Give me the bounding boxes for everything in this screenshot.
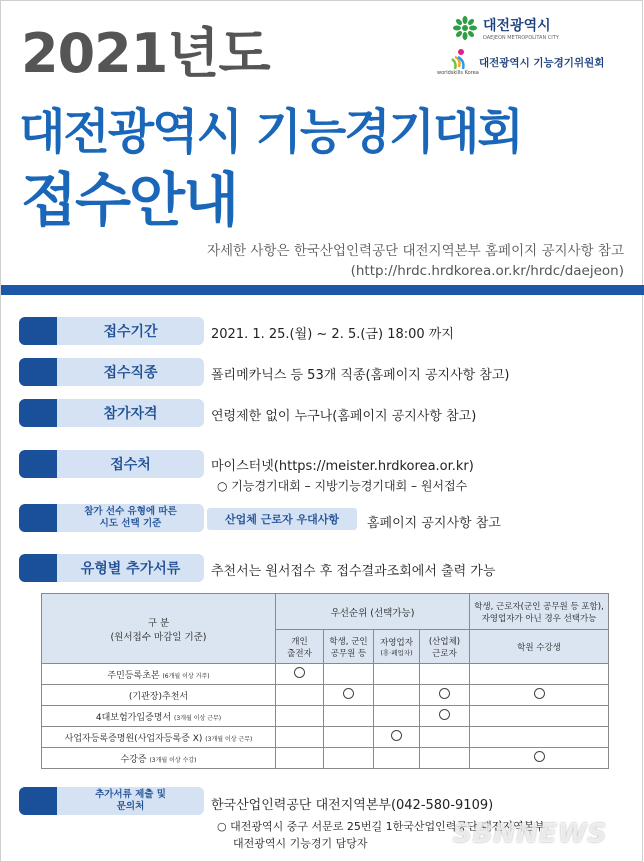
period-value: 2021. 1. 25.(월) ~ 2. 5.(금) 18:00 까지 [211, 327, 454, 342]
worker-line-1: 학생, 근로자(군인 공무원 등 포함), [474, 601, 604, 612]
col-line: 공무원 등 [330, 648, 367, 659]
jobs-value: 폴리메카닉스 등 53개 직종(홈페이지 공지사항 참고) [211, 368, 510, 383]
col-line: (산업체) [428, 636, 461, 647]
circle-mark-icon [534, 751, 545, 762]
contact-label [19, 787, 204, 815]
table-cell [374, 685, 420, 706]
circle-mark-icon [294, 667, 305, 678]
table-cell [470, 748, 609, 769]
contact-label-text [57, 787, 204, 815]
jobs-label-text: 접수직종 [57, 358, 204, 386]
col-line: 근로자 [432, 648, 457, 659]
table-cell [420, 685, 470, 706]
row-note: (6개월 이상 거주) [162, 672, 210, 680]
label-cap [19, 358, 57, 386]
table-cell [420, 727, 470, 748]
year-heading: 2021년도 [21, 22, 270, 85]
watermark: SBNNEWS [453, 819, 608, 849]
docs-label-text: 유형별 추가서류 [57, 554, 204, 582]
table-cell [324, 706, 374, 727]
contact-label-line-2: 문의처 [116, 801, 145, 812]
title-line-2: 접수안내 [21, 166, 238, 234]
city-logo-name: 대전광역시 [483, 18, 551, 34]
row-label [42, 664, 276, 685]
col-line: 학원 수강생 [517, 642, 561, 653]
eligibility-label [19, 399, 204, 427]
col-line: 학생, 군인 [329, 636, 368, 647]
col-line: 출전자 [287, 648, 312, 659]
label-cap [19, 450, 57, 478]
table-cell [374, 664, 420, 685]
worldskills-logo [437, 47, 604, 77]
gubun-title: 구 분 [147, 617, 170, 629]
worker-line-2: 자영업자가 아닌 경우 선택가능 [481, 613, 597, 624]
region-label-text [57, 504, 204, 532]
docs-label [19, 554, 204, 582]
row-name: (기관장)추천서 [128, 691, 189, 702]
contact-value: 한국산업인력공단 대전지역본부(042-580-9109) [211, 798, 494, 813]
city-logo [453, 15, 559, 41]
table-cell [276, 727, 324, 748]
note-line-2: (http://hrdc.hrdkorea.or.kr/hrdc/daejeon) [350, 263, 624, 279]
row-name: 수강증 [120, 754, 147, 765]
table-cell [276, 685, 324, 706]
period-label [19, 317, 204, 345]
contact-sub-2: 대전광역시 기능경기 담당자 [233, 837, 368, 850]
circle-mark-icon [343, 688, 354, 699]
table-cell [324, 727, 374, 748]
row-label [42, 685, 276, 706]
contact-sub-1: ○ 대전광역시 중구 서문로 25번길 1한국산업인력공단 대전지역본부 [217, 820, 545, 833]
label-cap [19, 317, 57, 345]
documents-table [41, 593, 609, 769]
table-row [42, 748, 609, 769]
row-note: (3개월 이상 근무) [205, 735, 253, 743]
table-cell [374, 727, 420, 748]
table-cell [470, 664, 609, 685]
table-cell [324, 748, 374, 769]
period-label-text: 접수기간 [57, 317, 204, 345]
city-logo-sub: DAEJEON METROPOLITAN CITY [483, 35, 559, 41]
col-header [420, 630, 470, 664]
ws-mark-text: worldskills Korea [437, 70, 479, 76]
committee-name: 대전광역시 기능경기위원회 [479, 56, 605, 69]
label-cap [19, 399, 57, 427]
table-body [42, 664, 609, 769]
table-cell [420, 748, 470, 769]
eligibility-value: 연령제한 없이 누구나(홈페이지 공지사항 참고) [211, 409, 477, 424]
row-label [42, 748, 276, 769]
col-header [374, 630, 420, 664]
jobs-label [19, 358, 204, 386]
row-note: (3개월 이상 근무) [174, 714, 222, 722]
row-name: 4대보험가입증명서 [95, 712, 172, 723]
row-name: 주민등록초본 [107, 670, 160, 681]
table-cell [276, 706, 324, 727]
row-name: 사업자등록증명원(사업자등록증 X) [64, 733, 203, 744]
row-note: (3개월 이상 수강) [149, 756, 197, 764]
table-row [42, 727, 609, 748]
place-sub: ○ 기능경기대회 – 지방기능경기대회 – 원서접수 [217, 479, 468, 493]
table-row [42, 706, 609, 727]
daejeon-star-icon [453, 16, 477, 40]
col-line: 자영업자 [380, 638, 413, 648]
eligibility-label-text: 참가자격 [57, 399, 204, 427]
circle-mark-icon [534, 688, 545, 699]
table-cell [470, 706, 609, 727]
table-header-gubun [42, 594, 276, 664]
row-label [42, 706, 276, 727]
place-label [19, 450, 204, 478]
header-divider [1, 285, 644, 295]
place-label-text: 접수처 [57, 450, 204, 478]
table-row [42, 685, 609, 706]
table-row [42, 664, 609, 685]
col-header [324, 630, 374, 664]
table-header-worker [470, 594, 609, 630]
label-cap [19, 554, 57, 582]
table-cell [324, 685, 374, 706]
row-label [42, 727, 276, 748]
col-line: (휴·폐업자) [380, 649, 413, 657]
table-cell [374, 748, 420, 769]
region-value: 홈페이지 공지사항 참고 [367, 516, 501, 531]
note-line-1: 자세한 사항은 한국산업인력공단 대전지역본부 홈페이지 공지사항 참고 [207, 243, 624, 259]
table-header-priority: 우선순위 (선택가능) [276, 594, 470, 630]
contact-label-line-1: 추가서류 제출 및 [95, 789, 166, 800]
docs-value: 추천서는 원서접수 후 접수결과조회에서 출력 가능 [211, 564, 496, 579]
circle-mark-icon [439, 688, 450, 699]
label-cap [19, 787, 57, 815]
table-cell [470, 727, 609, 748]
table-cell [420, 664, 470, 685]
table-cell [470, 685, 609, 706]
col-line: 개인 [291, 636, 308, 647]
circle-mark-icon [391, 730, 402, 741]
label-cap [19, 504, 57, 532]
table-cell [276, 664, 324, 685]
header-note [207, 241, 624, 281]
col-header [276, 630, 324, 664]
table-cell [276, 748, 324, 769]
circle-mark-icon [439, 709, 450, 720]
gubun-sub: (원서접수 마감일 기준) [110, 631, 207, 643]
worldskills-mark-icon [437, 47, 479, 77]
region-label-line-1: 참가 선수 유형에 따른 [84, 506, 177, 517]
region-label [19, 504, 204, 532]
col-header [470, 630, 609, 664]
worker-preference-badge: 산업체 근로자 우대사항 [207, 508, 357, 530]
region-label-line-2: 시도 선택 기준 [99, 518, 162, 529]
table-cell [420, 706, 470, 727]
place-value: 마이스터넷(https://meister.hrdkorea.or.kr) [211, 459, 474, 474]
table-cell [324, 664, 374, 685]
table-cell [374, 706, 420, 727]
title-line-1: 대전광역시 기능경기대회 [19, 104, 522, 160]
